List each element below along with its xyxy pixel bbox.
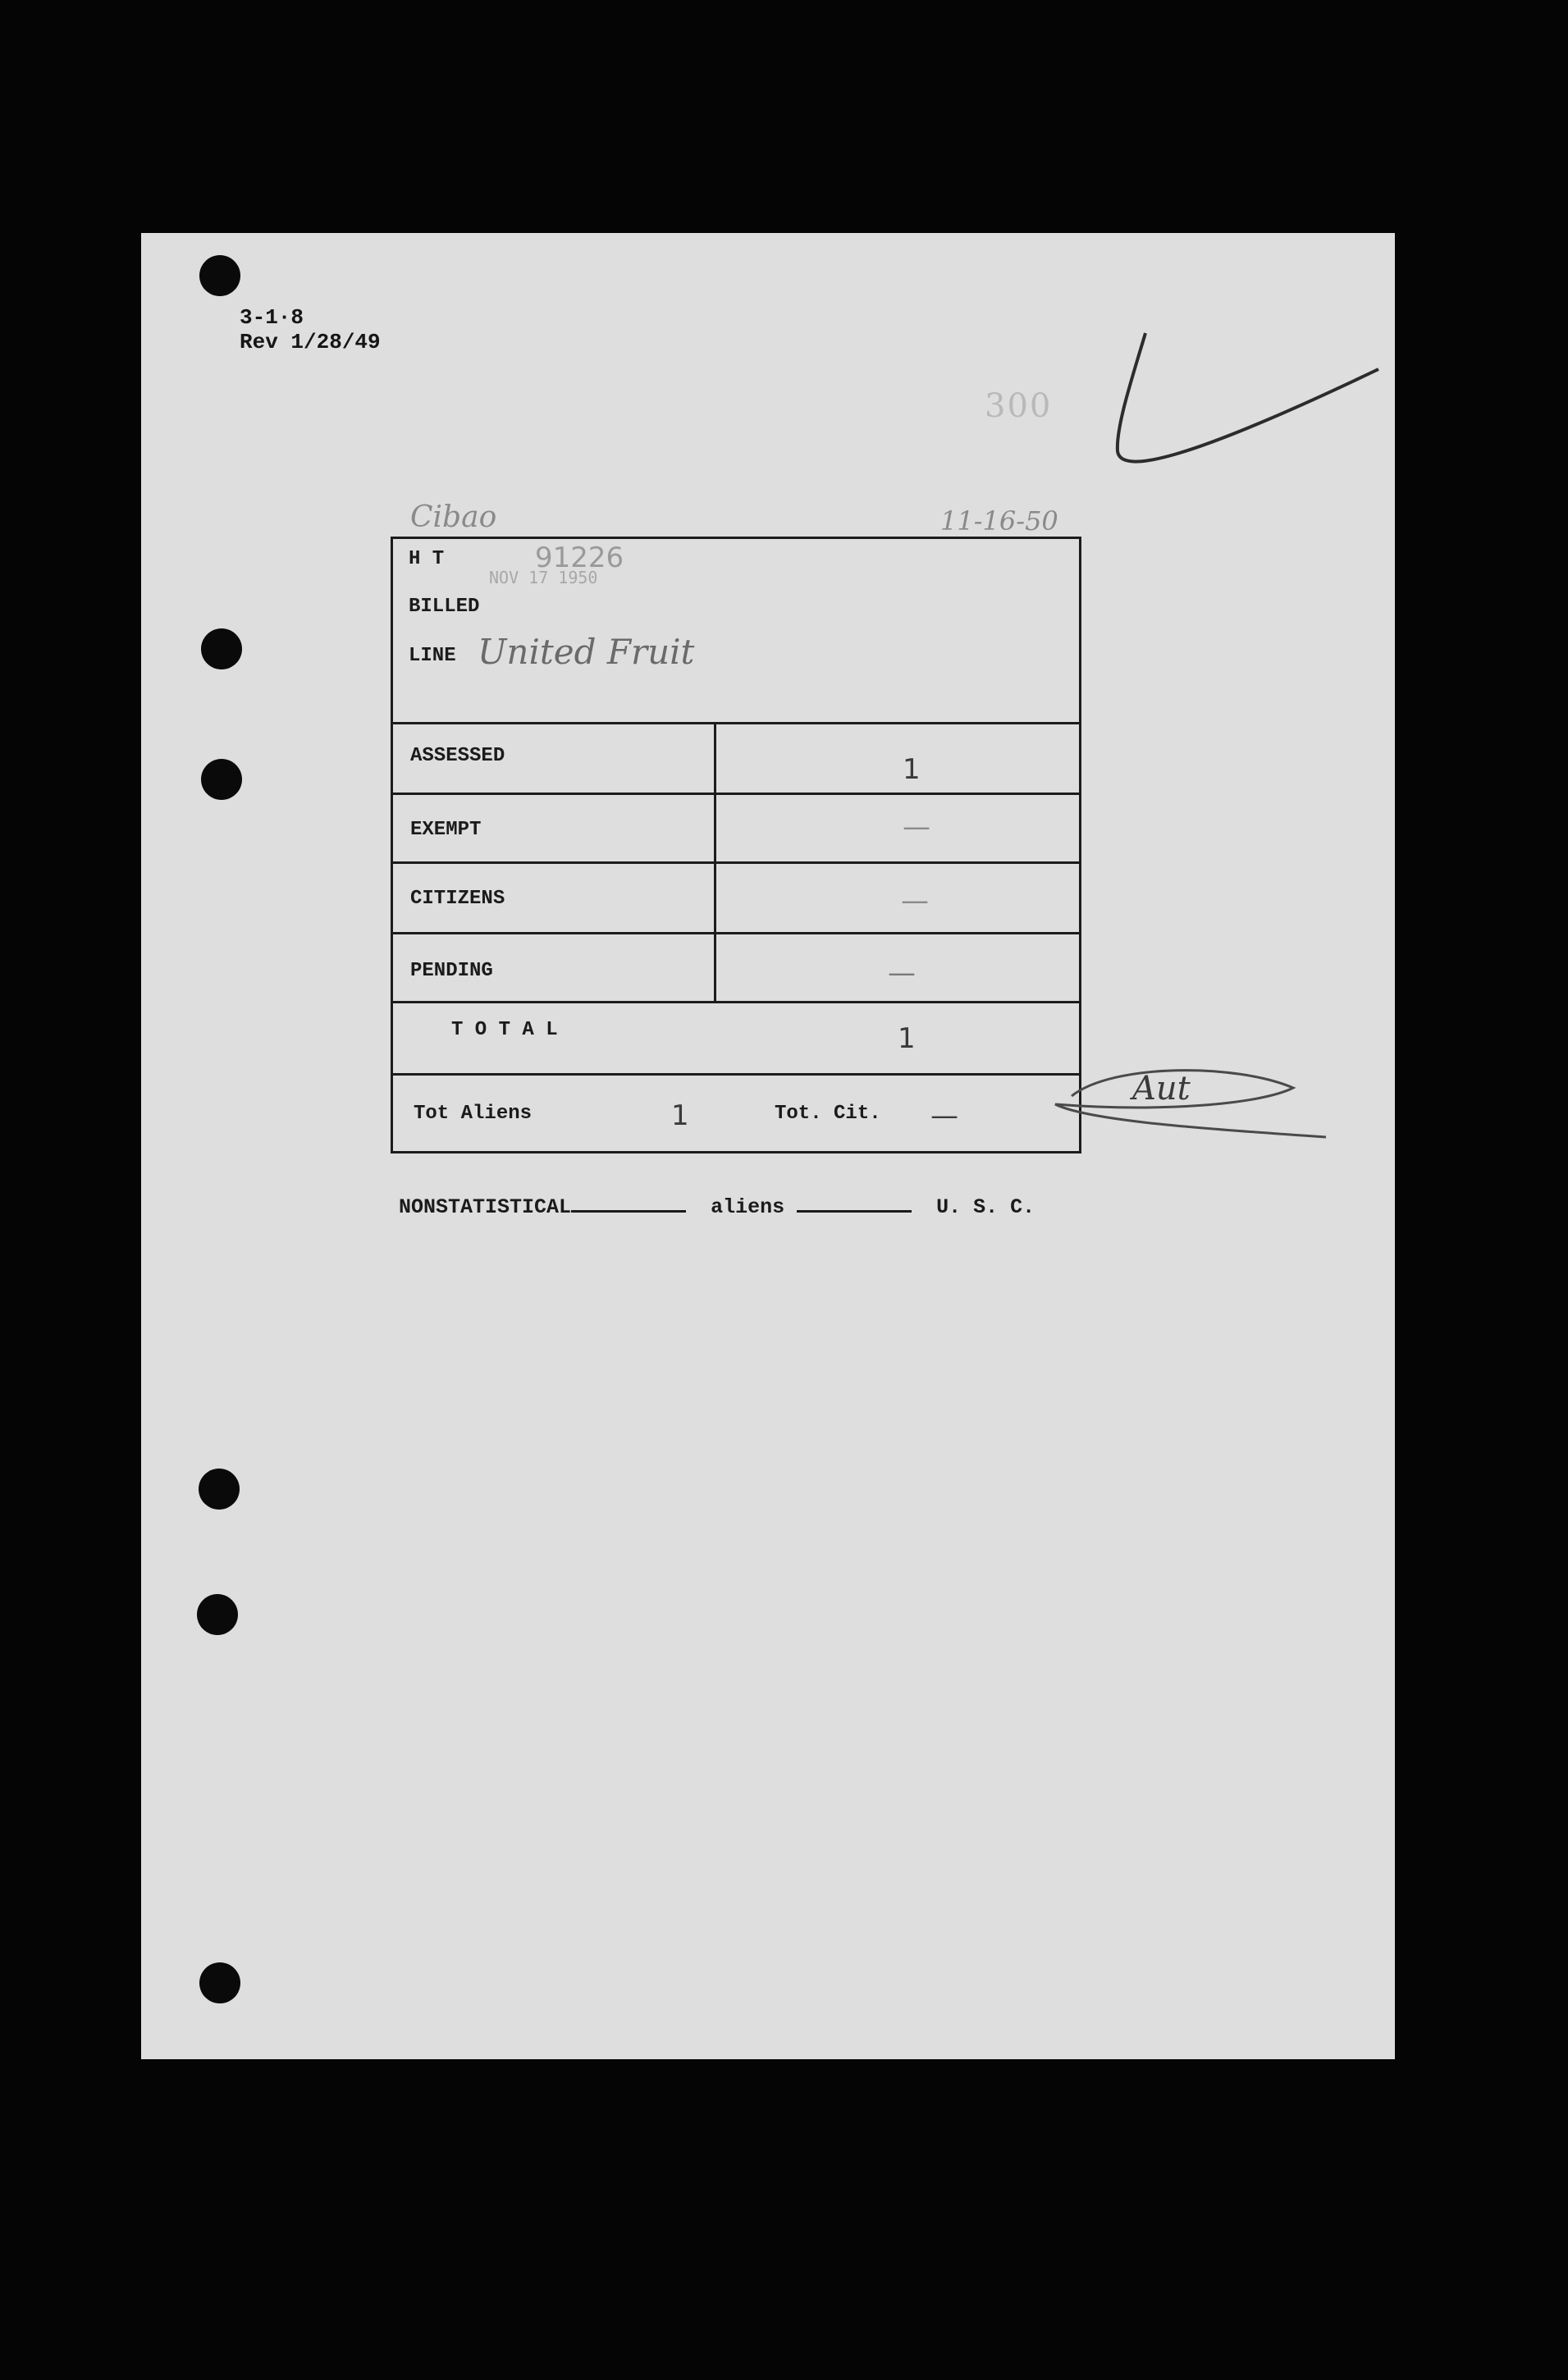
form-code	[240, 305, 381, 354]
nonstatistical-blank	[571, 1194, 686, 1213]
handwritten-ship-name: Cibao	[410, 500, 497, 534]
assessed-value: 1	[903, 753, 921, 786]
usc-label: U. S. C.	[936, 1195, 1035, 1219]
form-number: 3-1·8	[240, 305, 304, 330]
handwritten-line-name: United Fruit	[478, 632, 695, 672]
table-divider	[391, 861, 1081, 864]
manifest-tally-table	[391, 537, 1081, 1153]
table-column-divider	[714, 722, 716, 1003]
total-value: 1	[898, 1022, 916, 1055]
table-divider	[391, 932, 1081, 934]
handwritten-initials: Aut	[1132, 1070, 1191, 1108]
initials-scribble	[1039, 1055, 1342, 1145]
punch-hole	[201, 628, 242, 669]
punch-hole	[197, 1594, 238, 1635]
total-label: T O T A L	[451, 1019, 558, 1041]
page-stamp-number: 300	[985, 387, 1053, 425]
header-stamp-number: 91226	[535, 541, 624, 574]
exempt-value: —	[903, 811, 930, 843]
handwritten-date: 11-16-50	[940, 505, 1058, 537]
pending-label: PENDING	[410, 960, 493, 982]
tot-cit-value: —	[930, 1099, 958, 1132]
ht-label: H T	[409, 548, 445, 570]
assessed-label: ASSESSED	[410, 745, 505, 767]
exempt-label: EXEMPT	[410, 819, 482, 841]
nonstatistical-label: NONSTATISTICAL	[399, 1195, 572, 1219]
line-label: LINE	[409, 645, 456, 667]
table-divider	[391, 793, 1081, 795]
citizens-label: CITIZENS	[410, 888, 505, 910]
form-revision: Rev 1/28/49	[240, 330, 381, 354]
table-divider	[391, 722, 1081, 724]
punch-hole	[201, 759, 242, 800]
punch-hole	[199, 255, 240, 296]
tot-aliens-label: Tot Aliens	[414, 1103, 533, 1125]
billed-label: BILLED	[409, 596, 480, 618]
pending-value: —	[888, 957, 916, 989]
tot-aliens-value: 1	[671, 1099, 689, 1132]
tot-cit-label: Tot. Cit.	[775, 1103, 881, 1125]
nonstatistical-line	[374, 1170, 1035, 1219]
aliens-label: aliens	[711, 1195, 785, 1219]
punch-hole	[199, 1962, 240, 2003]
check-mark-icon	[1099, 320, 1395, 484]
header-date-stamp: NOV 17 1950	[489, 568, 598, 587]
punch-hole	[199, 1469, 240, 1510]
table-divider	[391, 1001, 1081, 1003]
table-divider	[391, 1073, 1081, 1076]
aliens-blank	[797, 1194, 912, 1213]
citizens-value: —	[901, 884, 929, 917]
